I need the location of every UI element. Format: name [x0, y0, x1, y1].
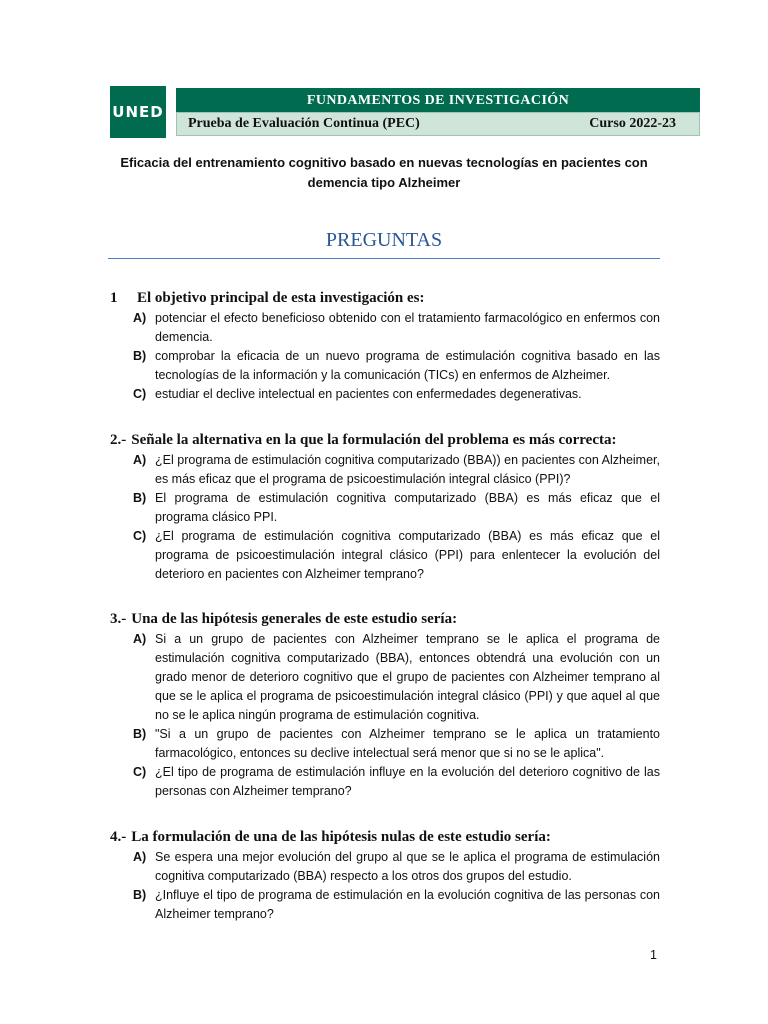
option-b — [110, 886, 660, 924]
uned-logo — [110, 86, 166, 138]
option-text: El programa de estimulación cognitiva computarizado (BBA) es más eficaz que el programa clásico PPI. — [155, 491, 660, 524]
option-text: ¿Influye el tipo de programa de estimulación en la evolución cognitiva de las personas con Alzheimer temprano? — [155, 888, 660, 921]
option-text: ¿El programa de estimulación cognitiva computarizado (BBA) es más eficaz que el programa de psicoestimulación integral clásico (PPI) para enlentecer la evolución del deterioro en pacientes con Alzheimer temprano? — [155, 529, 660, 581]
option-a — [110, 309, 660, 347]
option-text: comprobar la eficacia de un nuevo programa de estimulación cognitiva basado en las tecnologías de la información y la comunicación (TICs) en enfermos de Alzheimer. — [155, 349, 660, 382]
document-title-line-1: Eficacia del entrenamiento cognitivo basado en nuevas tecnologías en pacientes con — [120, 155, 648, 170]
option-letter: A) — [133, 311, 147, 325]
option-letter: B) — [133, 727, 147, 741]
document-title-line-2: demencia tipo Alzheimer — [307, 175, 461, 190]
option-letter: B) — [133, 349, 147, 363]
option-a — [110, 630, 660, 725]
option-text: potenciar el efecto beneficioso obtenido con el tratamiento farmacológico en enfermos con demencia. — [155, 311, 660, 344]
question-2 — [110, 431, 660, 584]
test-banner — [176, 112, 700, 136]
course-year: Curso 2022-23 — [589, 116, 676, 131]
question-number: 3.- — [110, 611, 127, 627]
option-letter: A) — [133, 453, 147, 467]
section-divider — [108, 258, 660, 259]
option-letter: B) — [133, 491, 147, 505]
question-text: Señale la alternativa en la que la formulación del problema es más correcta: — [131, 432, 617, 448]
option-c — [110, 385, 660, 404]
option-letter: A) — [133, 632, 147, 646]
option-letter: B) — [133, 888, 147, 902]
question-4 — [110, 828, 660, 924]
question-text: La formulación de una de las hipótesis nulas de este estudio sería: — [131, 829, 551, 845]
option-letter: A) — [133, 850, 147, 864]
test-name: Prueba de Evaluación Continua (PEC) — [188, 116, 420, 131]
logo-text: UNED — [112, 103, 164, 121]
option-text: ¿El tipo de programa de estimulación influye en la evolución del deterioro cognitivo de las personas con Alzheimer temprano? — [155, 765, 660, 798]
option-letter: C) — [133, 387, 147, 401]
option-text: Se espera una mejor evolución del grupo al que se le aplica el programa de estimulación cognitiva computarizado (BBA) respecto a los otros dos grupos del estudio. — [155, 850, 660, 883]
question-1 — [110, 289, 660, 404]
option-letter: C) — [133, 529, 147, 543]
section-title: PREGUNTAS — [325, 229, 443, 251]
question-number: 2.- — [110, 432, 127, 448]
question-number: 1 — [110, 290, 118, 306]
question-heading — [110, 289, 660, 308]
question-text: Una de las hipótesis generales de este estudio sería: — [131, 611, 458, 627]
option-text: Si a un grupo de pacientes con Alzheimer temprano se le aplica el programa de estimulación cognitiva computarizado (BBA), entonces obtendrá una evolución con un grado menor de deterioro cognitivo que el grupo de pacientes con Alzheimer temprano al que se le aplica el programa de psicoestimulación integral clásico (PPI) y que aquel al que no se le aplica ningún programa de estimulación cognitiva. — [155, 632, 660, 722]
course-banner: FUNDAMENTOS DE INVESTIGACIÓN — [176, 88, 700, 112]
page-number: 1 — [650, 948, 657, 962]
question-3 — [110, 610, 660, 801]
question-heading — [110, 431, 660, 450]
option-letter: C) — [133, 765, 147, 779]
question-text: El objetivo principal de esta investigación es: — [137, 290, 425, 306]
option-b — [110, 725, 660, 763]
option-c — [110, 763, 660, 801]
option-text: estudiar el declive intelectual en pacientes con enfermedades degenerativas. — [155, 387, 582, 401]
option-b — [110, 347, 660, 385]
option-c — [110, 527, 660, 584]
option-text: ¿El programa de estimulación cognitiva computarizado (BBA)) en pacientes con Alzheimer, es más eficaz que el programa de psicoestimulación integral clásico (PPI)? — [155, 453, 660, 486]
option-b — [110, 489, 660, 527]
option-a — [110, 451, 660, 489]
question-heading — [110, 828, 660, 847]
question-number: 4.- — [110, 829, 127, 845]
option-text: "Si a un grupo de pacientes con Alzheimer temprano se le aplica un tratamiento farmacológico, entonces su declive intelectual será menor que si no se le aplica". — [155, 727, 660, 760]
question-heading — [110, 610, 660, 629]
option-a — [110, 848, 660, 886]
document-title — [100, 153, 668, 193]
